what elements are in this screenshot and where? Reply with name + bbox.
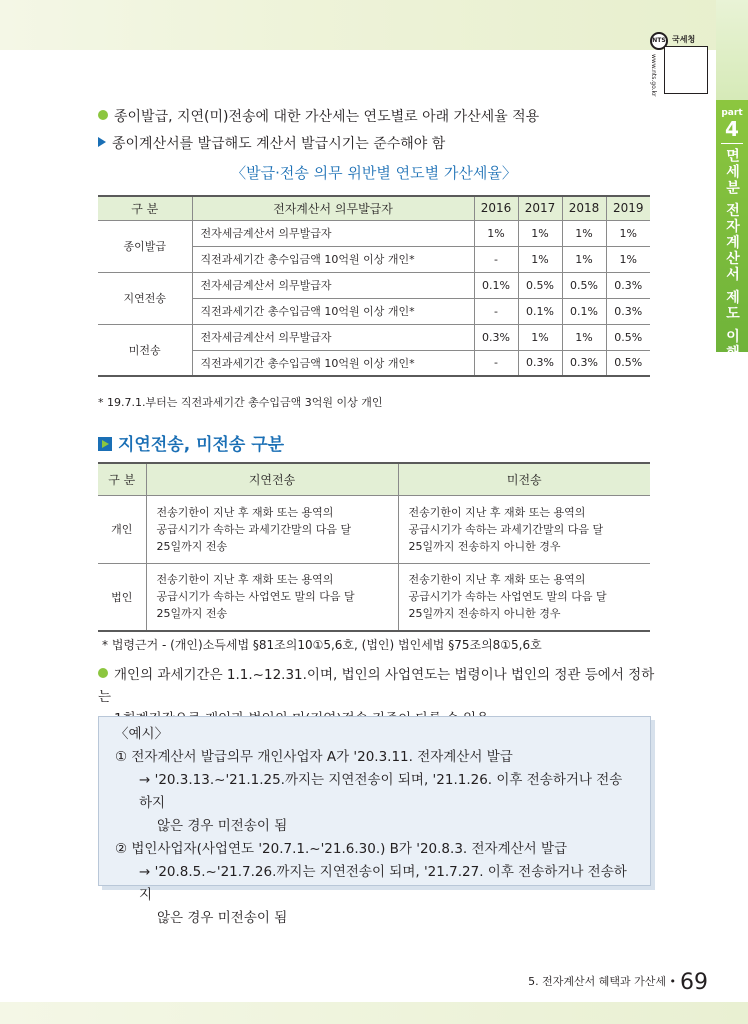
logo-url: www.nts.go.kr [650, 54, 657, 97]
rate-cell: - [474, 246, 518, 272]
rate-cell: 0.3% [518, 350, 562, 376]
row-label: 직전과세기간 총수입금액 10억원 이상 개인* [192, 350, 474, 376]
sub-bullet-item [98, 133, 445, 153]
side-tab-top [716, 0, 748, 100]
example-line: 않은 경우 미전송이 됨 [157, 910, 288, 926]
cell-line: 25일까지 전송하지 아니한 경우 [408, 607, 561, 621]
delay-cell [146, 563, 398, 631]
rate-cell: 1% [562, 324, 606, 350]
header-cell: 전자계산서 의무발급자 [192, 196, 474, 220]
cell-line: 공급시기가 속하는 과세기간말의 다음 달 [408, 522, 604, 536]
rate-cell: 1% [562, 220, 606, 246]
cell-line: 공급시기가 속하는 사업연도 말의 다음 달 [156, 590, 355, 604]
rate-cell: 0.3% [606, 272, 650, 298]
example-heading: 〈예시〉 [115, 726, 169, 742]
nts-logo-icon: NTS [650, 32, 668, 50]
example-line: → '20.3.13.~'21.1.25.까지는 지연전송이 되며, '21.1.26. 이후 전송하거나 전송하지 [139, 772, 623, 811]
example-line: ① 전자계산서 발급의무 개인사업자 A가 '20.3.11. 전자계산서 발급 [115, 749, 513, 765]
bullet-item [98, 106, 539, 126]
group-cell: 종이발급 [98, 220, 192, 272]
example-line: ② 법인사업자(사업연도 '20.7.1.~'21.6.30.) B가 '20.8.3. 전자계산서 발급 [115, 841, 568, 857]
row-label: 개인 [98, 495, 146, 563]
nonsend-cell [398, 563, 650, 631]
header-cell: 2019 [606, 196, 650, 220]
cell-line: 공급시기가 속하는 사업연도 말의 다음 달 [408, 590, 607, 604]
side-part-label: part [721, 108, 743, 118]
example-line: → '20.8.5.~'21.7.26.까지는 지연전송이 되며, '21.7.27. 이후 전송하거나 전송하지 [139, 864, 627, 903]
nts-logo-label: 국세청 [672, 35, 696, 44]
cell-line: 25일까지 전송 [156, 539, 228, 553]
cell-line: 공급시기가 속하는 과세기간말의 다음 달 [156, 522, 352, 536]
side-chapter-title: 면세분 전자계산서 제도 이해 [724, 148, 740, 361]
delay-cell [146, 495, 398, 563]
table1-footnote: * 19.7.1.부터는 직전과세기간 총수입금액 3억원 이상 개인 [98, 396, 383, 409]
penalty-rate-table [98, 195, 650, 377]
rate-cell: 1% [518, 246, 562, 272]
section-arrow-icon [98, 437, 112, 451]
header-cell: 구 분 [98, 196, 192, 220]
rate-cell: 0.5% [562, 272, 606, 298]
paragraph-line [98, 664, 658, 708]
rate-cell: 0.1% [474, 272, 518, 298]
header-cell: 지연전송 [146, 463, 398, 495]
logo-frame [664, 46, 708, 94]
header-cell: 2018 [562, 196, 606, 220]
rate-cell: 0.5% [518, 272, 562, 298]
rate-cell: 0.5% [606, 350, 650, 376]
row-label: 전자세금계산서 의무발급자 [192, 272, 474, 298]
table-row [98, 563, 650, 631]
header-cell: 미전송 [398, 463, 650, 495]
bottom-decor-band [0, 1002, 748, 1024]
row-label: 직전과세기간 총수입금액 10억원 이상 개인* [192, 246, 474, 272]
bullet-text: 종이계산서를 발급해도 계산서 발급시기는 준수해야 함 [112, 136, 446, 152]
header-cell: 2017 [518, 196, 562, 220]
table-row [98, 220, 650, 246]
nts-logo [648, 30, 710, 96]
rate-cell: 0.3% [562, 350, 606, 376]
cell-line: 전송기한이 지난 후 재화 또는 용역의 [408, 505, 586, 519]
row-label: 전자세금계산서 의무발급자 [192, 324, 474, 350]
rate-cell: - [474, 298, 518, 324]
footer-chapter-title: 5. 전자계산서 혜택과 가산세 • [528, 975, 676, 988]
page-footer [528, 970, 708, 995]
row-label: 전자세금계산서 의무발급자 [192, 220, 474, 246]
cell-line: 전송기한이 지난 후 재화 또는 용역의 [408, 573, 586, 587]
side-divider [721, 143, 743, 144]
group-cell: 지연전송 [98, 272, 192, 324]
page-number: 69 [680, 970, 708, 995]
example-box [98, 716, 651, 926]
rate-cell: 1% [606, 246, 650, 272]
bullet-text: 종이발급, 지연(미)전송에 대한 가산세는 연도별로 아래 가산세율 적용 [114, 109, 540, 125]
triangle-bullet-icon [98, 137, 106, 147]
rate-cell: 1% [474, 220, 518, 246]
table1-title: 〈발급·전송 의무 위반별 연도별 가산세율〉 [231, 164, 517, 182]
rate-cell: 1% [518, 324, 562, 350]
section-heading [98, 430, 284, 455]
cell-line: 25일까지 전송하지 아니한 경우 [408, 539, 561, 553]
table-row [98, 272, 650, 298]
rate-cell: 0.1% [518, 298, 562, 324]
rate-cell: 1% [518, 220, 562, 246]
nonsend-cell [398, 495, 650, 563]
paragraph-text: 개인의 과세기간은 1.1.~12.31.이며, 법인의 사업연도는 법령이나 법인의 정관 등에서 정하는 [98, 667, 655, 705]
table-header-row [98, 463, 650, 495]
rate-cell: 1% [606, 220, 650, 246]
header-cell: 구 분 [98, 463, 146, 495]
table-row [98, 495, 650, 563]
chapter-side-tab [716, 100, 748, 361]
table-header-row [98, 196, 650, 220]
delay-vs-nonsend-table [98, 462, 650, 632]
side-part-number: 4 [725, 117, 739, 141]
rate-cell: 0.5% [606, 324, 650, 350]
rate-cell: 0.3% [474, 324, 518, 350]
section-heading-text: 지연전송, 미전송 구분 [118, 435, 285, 455]
table-row [98, 324, 650, 350]
cell-line: 전송기한이 지난 후 재화 또는 용역의 [156, 573, 334, 587]
header-cell: 2016 [474, 196, 518, 220]
row-label: 직전과세기간 총수입금액 10억원 이상 개인* [192, 298, 474, 324]
rate-cell: 0.3% [606, 298, 650, 324]
rate-cell: 0.1% [562, 298, 606, 324]
cell-line: 25일까지 전송 [156, 607, 228, 621]
bullet-dot-icon [98, 110, 108, 120]
example-line: 않은 경우 미전송이 됨 [157, 818, 288, 834]
table2-footnote: * 법령근거 - (개인)소득세법 §81조의10①5,6호, (법인) 법인세법 §75조의8①5,6호 [102, 638, 542, 652]
rate-cell: 1% [562, 246, 606, 272]
row-label: 법인 [98, 563, 146, 631]
group-cell: 미전송 [98, 324, 192, 376]
top-decor-band [0, 0, 748, 50]
rate-cell: - [474, 350, 518, 376]
cell-line: 전송기한이 지난 후 재화 또는 용역의 [156, 505, 334, 519]
bullet-dot-icon [98, 668, 108, 678]
